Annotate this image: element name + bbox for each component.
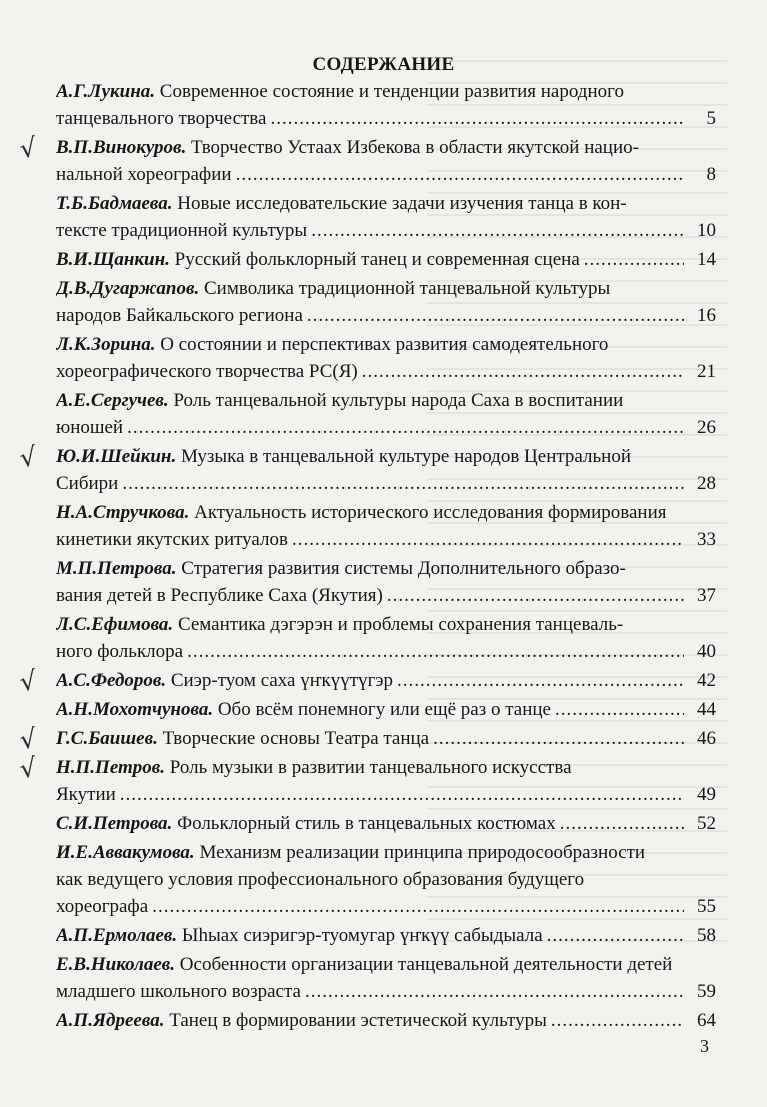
toc-page-number: 5 bbox=[706, 108, 716, 129]
toc-entry bbox=[56, 190, 716, 244]
toc-author: М.П.Петрова. bbox=[56, 558, 177, 579]
toc-author: Л.С.Ефимова. bbox=[56, 614, 174, 635]
toc-entry-line bbox=[56, 978, 716, 1005]
toc-entry bbox=[56, 387, 716, 441]
toc-page-number: 55 bbox=[697, 896, 716, 917]
toc-title-text: ного фольклора bbox=[56, 641, 184, 662]
toc-title-text: Якутии bbox=[56, 784, 116, 805]
toc-entry-line bbox=[56, 331, 716, 358]
toc-entry-line bbox=[56, 105, 716, 132]
handwritten-check-icon: √ bbox=[17, 441, 39, 475]
toc-entry-line bbox=[56, 810, 716, 837]
toc-page-number: 58 bbox=[697, 925, 716, 946]
toc-author: Е.В.Николаев. bbox=[56, 954, 176, 975]
page-number: 3 bbox=[700, 1036, 709, 1056]
toc-entry-line bbox=[56, 246, 716, 273]
toc-entry bbox=[56, 331, 716, 385]
toc-title-text: Новые исследовательские задачи изучения танца в кон- bbox=[177, 193, 627, 214]
toc-title-text: Семантика дэгэрэн и проблемы сохранения танцеваль- bbox=[177, 614, 624, 635]
toc-page-number: 40 bbox=[697, 641, 716, 662]
toc-entry-line bbox=[56, 414, 716, 441]
toc-title-text: Стратегия развития системы Дополнительного образо- bbox=[181, 558, 626, 579]
toc-author: Н.А.Стручкова. bbox=[56, 502, 190, 523]
toc-author: Д.В.Дугаржапов. bbox=[56, 278, 200, 299]
toc-title-text: танцевального творчества bbox=[56, 108, 267, 129]
toc-title-text: Творчество Устаах Избекова в области якутской нацио- bbox=[191, 137, 639, 158]
dot-leader bbox=[307, 302, 684, 329]
toc-entry-line bbox=[56, 275, 716, 302]
toc-author: А.П.Ермолаев. bbox=[56, 925, 178, 946]
toc-entry bbox=[56, 810, 716, 837]
toc-title-text: Ыһыах сиэригэр-туомугар үҥкүү сабыдыала bbox=[181, 925, 543, 946]
toc-entry-line bbox=[56, 638, 716, 665]
toc-title-text: Роль танцевальной культуры народа Саха в воспитании bbox=[173, 390, 624, 411]
toc-entry bbox=[17, 665, 716, 699]
dot-leader bbox=[433, 725, 684, 752]
toc-entry-line bbox=[56, 1007, 716, 1034]
toc-title-text: Русский фольклорный танец и современная сцена bbox=[174, 249, 580, 270]
toc-page-number: 42 bbox=[697, 670, 716, 691]
toc-page-number: 52 bbox=[697, 813, 716, 834]
toc-entry-line bbox=[56, 443, 716, 470]
toc-entry-line bbox=[56, 78, 716, 105]
toc-page-number: 14 bbox=[697, 249, 716, 270]
toc-entry-line bbox=[56, 190, 716, 217]
toc-entry bbox=[56, 951, 716, 1005]
dot-leader bbox=[187, 638, 684, 665]
toc-title-text: хореографического творчества РС(Я) bbox=[56, 361, 358, 382]
toc-author: В.П.Винокуров. bbox=[56, 137, 187, 158]
toc-entry-line bbox=[56, 161, 716, 188]
dot-leader bbox=[584, 246, 684, 273]
toc-author: Т.Б.Бадмаева. bbox=[56, 193, 173, 214]
toc-entry-line bbox=[56, 526, 716, 553]
toc-author: Л.К.Зорина. bbox=[56, 334, 156, 355]
toc-entry-line bbox=[56, 470, 716, 497]
dot-leader bbox=[270, 105, 684, 132]
toc-title-text: тексте традиционной культуры bbox=[56, 220, 308, 241]
toc-entry bbox=[56, 1007, 716, 1034]
toc-page-number: 28 bbox=[697, 473, 716, 494]
toc-page-number: 46 bbox=[697, 728, 716, 749]
dot-leader bbox=[387, 582, 684, 609]
toc-title-text: Современное состояние и тенденции развития народного bbox=[159, 81, 624, 102]
toc-title-text: Танец в формировании эстетической культуры bbox=[169, 1010, 547, 1031]
toc-page-number: 37 bbox=[697, 585, 716, 606]
toc-title-text: нальной хореографии bbox=[56, 164, 232, 185]
dot-leader bbox=[152, 893, 684, 920]
toc-title-text: Музыка в танцевальной культуре народов Центральной bbox=[180, 446, 631, 467]
toc-page-number: 59 bbox=[697, 981, 716, 1002]
toc-page-number: 10 bbox=[697, 220, 716, 241]
toc-page-number: 64 bbox=[697, 1010, 716, 1031]
table-of-contents bbox=[17, 78, 716, 1036]
toc-entry-line bbox=[56, 893, 716, 920]
toc-author: Ю.И.Шейкин. bbox=[56, 446, 177, 467]
toc-title-text: Роль музыки в развитии танцевального искусства bbox=[169, 757, 572, 778]
toc-entry-line bbox=[56, 387, 716, 414]
toc-title-text: хореографа bbox=[56, 896, 149, 917]
dot-leader bbox=[311, 217, 684, 244]
toc-title-text: вания детей в Республике Саха (Якутия) bbox=[56, 585, 383, 606]
handwritten-check-icon: √ bbox=[17, 752, 39, 786]
toc-entry bbox=[17, 441, 716, 497]
toc-entry-line bbox=[56, 866, 716, 893]
dot-leader bbox=[560, 810, 684, 837]
toc-entry bbox=[56, 499, 716, 553]
toc-entry-line bbox=[56, 302, 716, 329]
toc-author: А.Е.Сергучев. bbox=[56, 390, 169, 411]
toc-entry-line bbox=[56, 582, 716, 609]
toc-page-number: 49 bbox=[697, 784, 716, 805]
toc-entry-line bbox=[56, 358, 716, 385]
toc-title-text: кинетики якутских ритуалов bbox=[56, 529, 288, 550]
handwritten-check-icon: √ bbox=[17, 723, 39, 757]
toc-title-text: младшего школьного возраста bbox=[56, 981, 301, 1002]
dot-leader bbox=[397, 667, 684, 694]
toc-author: Н.П.Петров. bbox=[56, 757, 166, 778]
dot-leader bbox=[305, 978, 684, 1005]
toc-author: С.И.Петрова. bbox=[56, 813, 173, 834]
dot-leader bbox=[547, 922, 684, 949]
toc-page-number: 44 bbox=[697, 699, 716, 720]
dot-leader bbox=[122, 470, 684, 497]
toc-entry bbox=[56, 275, 716, 329]
toc-author: А.С.Федоров. bbox=[56, 670, 167, 691]
toc-entry bbox=[17, 723, 716, 757]
toc-author: А.Н.Мохотчунова. bbox=[56, 699, 214, 720]
toc-author: В.И.Щанкин. bbox=[56, 249, 170, 270]
toc-page-number: 26 bbox=[697, 417, 716, 438]
toc-entry bbox=[56, 839, 716, 920]
toc-entry bbox=[56, 696, 716, 723]
toc-title-text: Сиэр-туом саха үҥкүүтүгэр bbox=[170, 670, 394, 691]
toc-entry-line bbox=[56, 217, 716, 244]
toc-entry-line bbox=[56, 781, 716, 808]
toc-entry bbox=[56, 246, 716, 273]
toc-title-text: Особенности организации танцевальной деятельности детей bbox=[179, 954, 673, 975]
dot-leader bbox=[127, 414, 684, 441]
toc-title-text: Символика традиционной танцевальной культуры bbox=[203, 278, 611, 299]
dot-leader bbox=[120, 781, 684, 808]
toc-entry bbox=[17, 132, 716, 188]
toc-entry-line bbox=[56, 754, 716, 781]
toc-title-text: народов Байкальского региона bbox=[56, 305, 303, 326]
toc-page-number: 16 bbox=[697, 305, 716, 326]
toc-entry-line bbox=[56, 134, 716, 161]
toc-title-text: Актуальность исторического исследования формирования bbox=[194, 502, 667, 523]
toc-entry-line bbox=[56, 667, 716, 694]
toc-title-text: Творческие основы Театра танца bbox=[162, 728, 430, 749]
toc-title-text: О состоянии и перспективах развития самодеятельного bbox=[160, 334, 609, 355]
toc-author: А.П.Ядреева. bbox=[56, 1010, 165, 1031]
dot-leader bbox=[236, 161, 684, 188]
toc-title-text: Сибири bbox=[56, 473, 119, 494]
toc-entry-line bbox=[56, 951, 716, 978]
toc-entry-line bbox=[56, 696, 716, 723]
toc-title-text: Обо всём понемногу или ещё раз о танце bbox=[217, 699, 551, 720]
toc-entry-line bbox=[56, 839, 716, 866]
toc-entry-line bbox=[56, 725, 716, 752]
handwritten-check-icon: √ bbox=[17, 665, 39, 699]
toc-entry bbox=[56, 78, 716, 132]
page-title: СОДЕРЖАНИЕ bbox=[312, 54, 455, 75]
toc-page-number: 33 bbox=[697, 529, 716, 550]
dot-leader bbox=[555, 696, 684, 723]
toc-page-number: 21 bbox=[697, 361, 716, 382]
toc-title-text: юношей bbox=[56, 417, 124, 438]
toc-entry-line bbox=[56, 611, 716, 638]
toc-entry bbox=[17, 752, 716, 808]
toc-title-text: Фольклорный стиль в танцевальных костюмах bbox=[177, 813, 556, 834]
toc-entry bbox=[56, 611, 716, 665]
dot-leader bbox=[292, 526, 684, 553]
dot-leader bbox=[362, 358, 684, 385]
toc-entry-line bbox=[56, 922, 716, 949]
toc-entry bbox=[56, 555, 716, 609]
toc-page-number: 8 bbox=[706, 164, 716, 185]
toc-entry-line bbox=[56, 499, 716, 526]
toc-title-text: Механизм реализации принципа природосообразности bbox=[199, 842, 646, 863]
toc-entry-line bbox=[56, 555, 716, 582]
dot-leader bbox=[551, 1007, 684, 1034]
toc-author: И.Е.Аввакумова. bbox=[56, 842, 195, 863]
toc-entry bbox=[56, 922, 716, 949]
toc-author: Г.С.Баишев. bbox=[56, 728, 158, 749]
toc-title-text: как ведущего условия профессионального образования будущего bbox=[56, 869, 585, 890]
handwritten-check-icon: √ bbox=[17, 132, 39, 166]
toc-author: А.Г.Лукина. bbox=[56, 81, 156, 102]
